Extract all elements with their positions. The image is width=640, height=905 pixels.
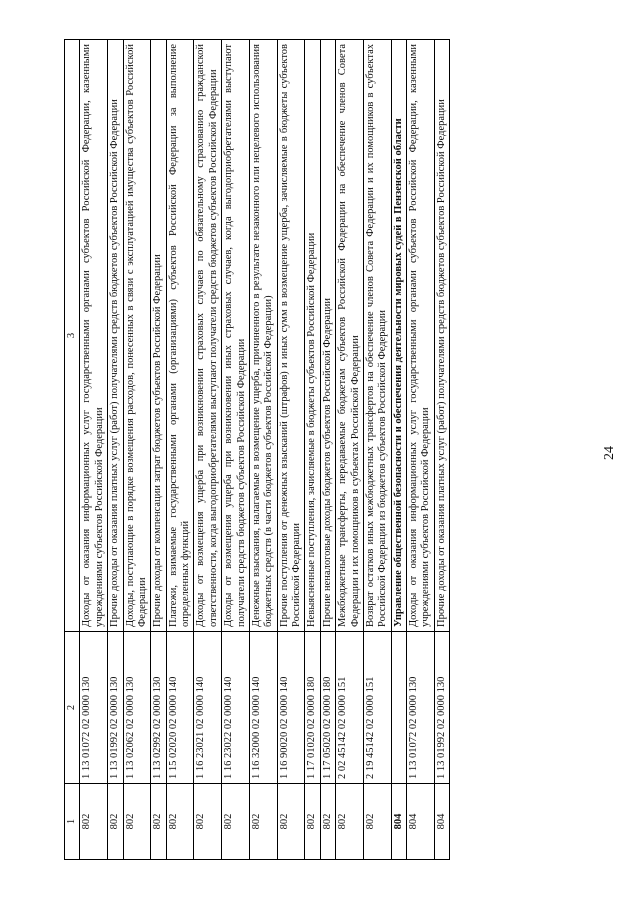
table-row <box>434 40 449 860</box>
classification-code-cell: 1 16 90020 02 0000 140 <box>277 632 305 784</box>
classification-code-cell: 1 17 01020 02 0000 180 <box>305 632 320 784</box>
table-row <box>123 40 151 860</box>
description-cell: Прочие доходы от оказания платных услуг (работ) получателями средств бюджетов субъектов Российской Федерации <box>108 40 123 632</box>
classification-code-cell: 1 13 01992 02 0000 130 <box>434 632 449 784</box>
table-row <box>222 40 250 860</box>
description-cell: Прочие доходы от оказания платных услуг (работ) получателями средств бюджетов субъектов Российской Федерации <box>434 40 449 632</box>
admin-code-cell: 802 <box>166 784 194 860</box>
description-cell: Платежи, взимаемые государственными органами (организациями) субъектов Российской Федерации за выполнение определенных функций <box>166 40 194 632</box>
admin-code-cell: 802 <box>305 784 320 860</box>
classification-code-cell <box>391 632 406 784</box>
table-row <box>391 40 406 860</box>
admin-code-cell: 802 <box>108 784 123 860</box>
admin-code-cell: 802 <box>222 784 250 860</box>
admin-code-cell: 802 <box>80 784 108 860</box>
classification-code-cell: 1 17 05020 02 0000 180 <box>320 632 335 784</box>
table-row <box>249 40 277 860</box>
admin-code-cell: 802 <box>336 784 364 860</box>
description-cell: Доходы от возмещения ущерба при возникновении иных страховых случаев, когда выгодоприобретателями выступают получатели средств бюджетов субъектов Российской Федерации <box>222 40 250 632</box>
admin-code-cell: 802 <box>320 784 335 860</box>
classification-code-cell: 1 13 01072 02 0000 130 <box>407 632 435 784</box>
admin-code-cell: 802 <box>249 784 277 860</box>
table-row <box>194 40 222 860</box>
description-cell: Прочие поступления от денежных взысканий (штрафов) и иных сумм в возмещение ущерба, зачисляемые в бюджеты субъектов Российской Федерации <box>277 40 305 632</box>
table-row <box>151 40 166 860</box>
description-cell: Доходы, поступающие в порядке возмещения расходов, понесенных в связи с эксплуатацией имущества субъектов Российской Федерации <box>123 40 151 632</box>
admin-code-cell: 802 <box>277 784 305 860</box>
page-number: 24 <box>602 446 617 460</box>
table-row <box>166 40 194 860</box>
table-row <box>277 40 305 860</box>
admin-code-cell: 802 <box>363 784 391 860</box>
description-cell: Доходы от оказания информационных услуг государственными органами субъектов Российской Федерации, казенными учреждениями субъектов Российской Федерации <box>407 40 435 632</box>
description-cell: Невыясненные поступления, зачисляемые в бюджеты субъектов Российской Федерации <box>305 40 320 632</box>
classification-code-cell: 1 13 02062 02 0000 130 <box>123 632 151 784</box>
description-cell: Доходы от возмещения ущерба при возникновении страховых случаев по обязательному страхованию гражданской ответственности, когда выгодоприобретателями выступают получатели средств бюджетов субъектов Российской Федерации <box>194 40 222 632</box>
admin-code-cell: 804 <box>407 784 435 860</box>
table-row <box>80 40 108 860</box>
rotated-table-container <box>64 40 604 860</box>
description-cell: Доходы от оказания информационных услуг государственными органами субъектов Российской Федерации, казенными учреждениями субъектов Российской Федерации <box>80 40 108 632</box>
description-cell: Денежные взыскания, налагаемые в возмещение ущерба, причиненного в результате незаконного или нецелевого использования бюджетных средств (в части бюджетов субъектов Российской Федерации) <box>249 40 277 632</box>
table-row <box>305 40 320 860</box>
table-row <box>320 40 335 860</box>
classification-code-cell: 1 16 23022 02 0000 140 <box>222 632 250 784</box>
description-cell: Межбюджетные трансферты, передаваемые бюджетам субъектов Российской Федерации на обеспечение членов Совета Федерации и их помощников в субъектах Российской Федерации <box>336 40 364 632</box>
classification-code-cell: 1 13 02992 02 0000 130 <box>151 632 166 784</box>
table-row <box>363 40 391 860</box>
classification-code-cell: 1 16 32000 02 0000 140 <box>249 632 277 784</box>
revenue-codes-table <box>64 39 450 860</box>
classification-code-cell: 1 13 01992 02 0000 130 <box>108 632 123 784</box>
table-row <box>336 40 364 860</box>
table-row <box>108 40 123 860</box>
classification-code-cell: 1 13 01072 02 0000 130 <box>80 632 108 784</box>
header-col-3: 3 <box>65 40 80 632</box>
classification-code-cell: 2 19 45142 02 0000 151 <box>363 632 391 784</box>
admin-code-cell: 802 <box>123 784 151 860</box>
admin-code-cell: 802 <box>194 784 222 860</box>
header-col-1: 1 <box>65 784 80 860</box>
description-cell: Прочие неналоговые доходы бюджетов субъектов Российской Федерации <box>320 40 335 632</box>
table-row <box>407 40 435 860</box>
header-col-2: 2 <box>65 632 80 784</box>
description-cell: Возврат остатков иных межбюджетных трансфертов на обеспечение членов Совета Федерации и их помощников в субъектах Российской Федерации из бюджетов субъектов Российской Федерации <box>363 40 391 632</box>
description-cell: Прочие доходы от компенсации затрат бюджетов субъектов Российской Федерации <box>151 40 166 632</box>
header-row <box>65 40 80 860</box>
description-cell: Управление общественной безопасности и обеспечения деятельности мировых судей в Пензенской области <box>391 40 406 632</box>
classification-code-cell: 2 02 45142 02 0000 151 <box>336 632 364 784</box>
classification-code-cell: 1 15 02020 02 0000 140 <box>166 632 194 784</box>
admin-code-cell: 804 <box>391 784 406 860</box>
classification-code-cell: 1 16 23021 02 0000 140 <box>194 632 222 784</box>
admin-code-cell: 804 <box>434 784 449 860</box>
admin-code-cell: 802 <box>151 784 166 860</box>
